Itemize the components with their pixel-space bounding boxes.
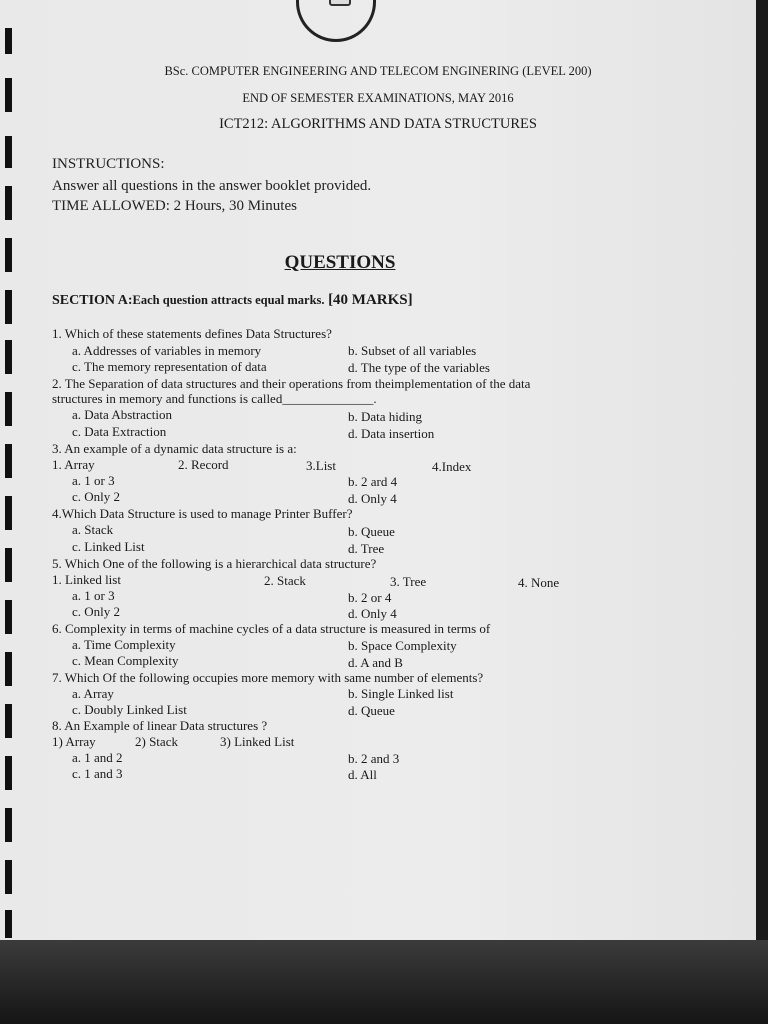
- question-6-stem: 6. Complexity in terms of machine cycles of a data structure is measured in terms of: [52, 621, 491, 636]
- q5-option-a: a. 1 or 3: [72, 588, 115, 603]
- instructions-heading: INSTRUCTIONS:: [52, 156, 165, 172]
- binding-hole: [5, 136, 12, 168]
- exam-title: END OF SEMESTER EXAMINATIONS, MAY 2016: [242, 91, 514, 105]
- q7-option-a: a. Array: [72, 686, 114, 701]
- question-3-stem: 3. An example of a dynamic data structure is a:: [52, 441, 297, 456]
- q3-option-a: a. 1 or 3: [72, 473, 115, 488]
- q8-item-2: 2) Stack: [135, 734, 178, 749]
- question-1-stem: 1. Which of these statements defines Data Structures?: [52, 326, 332, 341]
- q1-option-a: a. Addresses of variables in memory: [72, 343, 262, 358]
- question-8-stem: 8. An Example of linear Data structures ?: [52, 718, 268, 733]
- q5-item-4: 4. None: [518, 575, 560, 590]
- q2-option-b: b. Data hiding: [348, 409, 423, 424]
- binding-hole: [5, 704, 12, 738]
- q3-item-4: 4.Index: [432, 459, 472, 474]
- q5-item-1: 1. Linked list: [52, 572, 121, 587]
- binding-hole: [5, 340, 12, 374]
- q8-option-d: d. All: [348, 767, 377, 782]
- binding-hole: [5, 600, 12, 634]
- programme-title: BSc. COMPUTER ENGINEERING AND TELECOM ENGINERING (LEVEL 200): [164, 64, 592, 78]
- question-2-stem-cont: structures in memory and functions is called______________.: [52, 391, 377, 406]
- university-seal-icon: [296, 0, 376, 42]
- q8-option-b: b. 2 and 3: [348, 751, 400, 766]
- section-heading: [52, 292, 413, 309]
- q5-option-d: d. Only 4: [348, 606, 397, 621]
- binding-hole: [5, 392, 12, 426]
- q4-option-c: c. Linked List: [72, 539, 145, 554]
- q2-option-c: c. Data Extraction: [72, 424, 167, 439]
- section-marks: [40 MARKS]: [328, 292, 413, 308]
- q3-item-2: 2. Record: [178, 457, 229, 472]
- course-title: ICT212: ALGORITHMS AND DATA STRUCTURES: [219, 116, 537, 132]
- q3-option-b: b. 2 ard 4: [348, 474, 398, 489]
- binding-hole: [5, 444, 12, 478]
- time-allowed: TIME ALLOWED: 2 Hours, 30 Minutes: [52, 198, 297, 214]
- q5-item-3: 3. Tree: [390, 574, 427, 589]
- binding-hole: [5, 548, 12, 582]
- q6-option-c: c. Mean Complexity: [72, 653, 179, 668]
- q6-option-a: a. Time Complexity: [72, 637, 176, 652]
- q8-item-3: 3) Linked List: [220, 734, 295, 749]
- binding-hole: [5, 496, 12, 530]
- q4-option-a: a. Stack: [72, 522, 114, 537]
- q6-option-d: d. A and B: [348, 655, 403, 670]
- question-2-stem: 2. The Separation of data structures and their operations from theimplementation of the data: [52, 376, 531, 391]
- binding-hole: [5, 290, 12, 324]
- q1-option-b: b. Subset of all variables: [348, 343, 477, 358]
- section-label: SECTION A:: [52, 293, 133, 308]
- scan-shadow-bottom: [0, 940, 768, 1024]
- q7-option-b: b. Single Linked list: [348, 686, 454, 701]
- q8-option-a: a. 1 and 2: [72, 750, 123, 765]
- binding-hole: [5, 186, 12, 220]
- questions-title: QUESTIONS: [284, 252, 396, 273]
- section-desc: Each question attracts equal marks.: [132, 293, 325, 307]
- q2-option-a: a. Data Abstraction: [72, 407, 172, 422]
- binding-hole: [5, 756, 12, 790]
- question-5-stem: 5. Which One of the following is a hierarchical data structure?: [52, 556, 377, 571]
- q3-item-3: 3.List: [306, 458, 336, 473]
- q4-option-b: b. Queue: [348, 524, 395, 539]
- q5-option-c: c. Only 2: [72, 604, 121, 619]
- binding-hole: [5, 28, 12, 54]
- q4-option-d: d. Tree: [348, 541, 385, 556]
- binding-hole: [5, 808, 12, 842]
- q5-item-2: 2. Stack: [264, 573, 306, 588]
- q1-option-d: d. The type of the variables: [348, 360, 490, 375]
- q5-option-b: b. 2 or 4: [348, 590, 392, 605]
- q1-option-c: c. The memory representation of data: [72, 359, 267, 374]
- binding-hole: [5, 860, 12, 894]
- scan-edge-right: [756, 0, 768, 1024]
- q7-option-c: c. Doubly Linked List: [72, 702, 187, 717]
- q3-option-d: d. Only 4: [348, 491, 397, 506]
- instructions-text: Answer all questions in the answer booklet provided.: [52, 178, 372, 194]
- q8-option-c: c. 1 and 3: [72, 766, 123, 781]
- binding-hole: [5, 652, 12, 686]
- q2-option-d: d. Data insertion: [348, 426, 435, 441]
- q7-option-d: d. Queue: [348, 703, 395, 718]
- q8-item-1: 1) Array: [52, 734, 96, 749]
- q3-option-c: c. Only 2: [72, 489, 121, 504]
- binding-hole: [5, 910, 12, 938]
- q6-option-b: b. Space Complexity: [348, 638, 457, 653]
- question-7-stem: 7. Which Of the following occupies more memory with same number of elements?: [52, 670, 484, 685]
- q3-item-1: 1. Array: [52, 457, 95, 472]
- question-4-stem: 4.Which Data Structure is used to manage Printer Buffer?: [52, 506, 353, 521]
